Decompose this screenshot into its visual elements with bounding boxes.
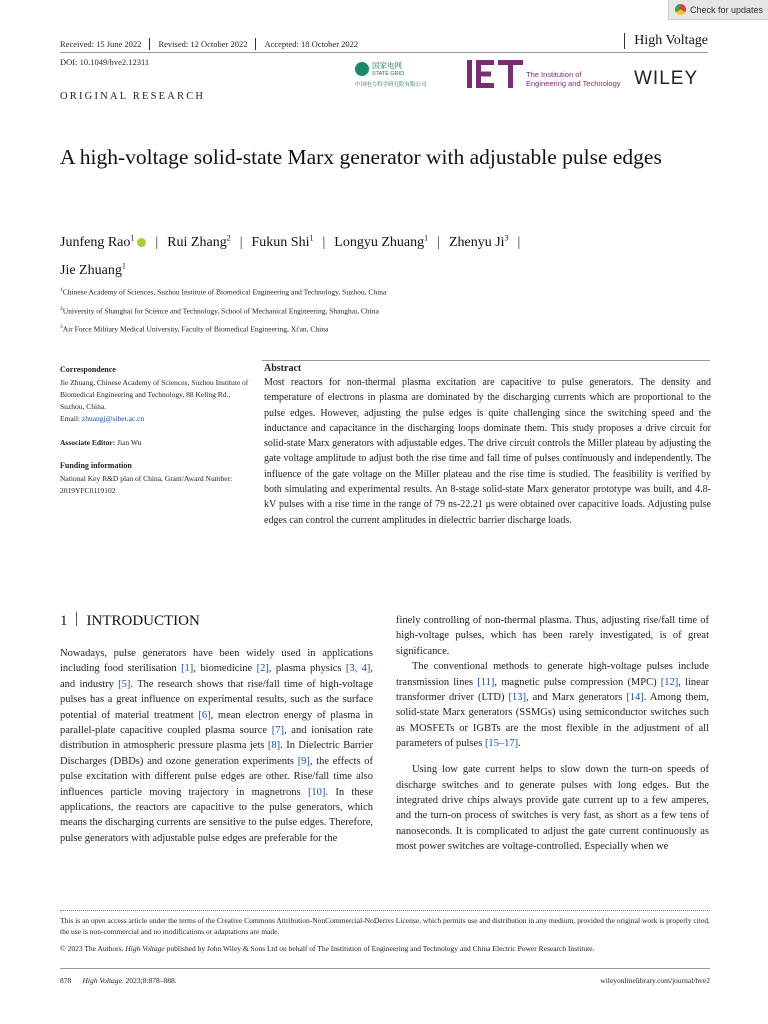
section-number: 1 [60,613,68,629]
paragraph: Using low gate current helps to slow down the turn-on speeds of discharge switches and to generate pulses with long edges. But the integrated drive chips always provide gate current up to a few amperes, and the turn-on process of switches is very fast, as short as a few tens of nanoseconds. It is complicated to adjust the gate current continuously as most power switches are voltage-controlled. Especially when we [396,764,709,853]
section-title: INTRODUCTION [86,613,200,629]
paragraph: finely controlling of non-thermal plasma. Thus, adjusting rise/fall time of high-voltage pulses, which has been rarely investigated, is of great significance. [396,615,709,657]
funding-text: National Key R&D plan of China, Grant/Award Number: 2019YFC0119102 [60,474,233,495]
abstract-divider [262,360,710,361]
copyright-journal: High Voltage [125,944,165,953]
page-number: 878 [60,976,72,985]
citation-link[interactable]: [1] [181,663,194,675]
author-list [60,226,710,283]
abstract [264,363,711,528]
author[interactable]: Rui Zhang$^2$ [167,233,231,250]
paragraph: Nowadays, pulse generators have been widely used in applications including food sterilisation [1], biomedicine [2], plasma physics [3, 4], and industry [5]. The research shows that rise/fall time of high-voltage pulses has a great influence on experimental results, such as the surface potential of material treatment [6], mean electron energy of plasma in parallel-plate capacitive coupled plasma source [7], and ionisation rate distribution in atmospheric pressure plasma jets [8]. In Dielectric Barrier Discharges (DBDs) and ozone generation experiments [9], the effects of pulse excitation with different pulse edges are other. Rise/fall time also influences particle moving trajectory in magnetrons [10]. In these applications, the reactors are capacitive to the pulse generators, which means the discharging currents are sensitive to the pulse edges. Therefore, pulse generators with adjustable pulse edges are preferable for the [60,648,374,844]
citation-link[interactable]: [5] [118,678,131,690]
citation-link[interactable]: [6] [198,709,211,721]
body-column-right [396,613,709,865]
correspondence-body [60,377,250,425]
citation-link[interactable]: [11] [477,676,495,688]
doi[interactable]: DOI: 10.1049/hve2.12311 [60,57,150,67]
paragraph: The conventional methods to generate high-voltage pulses include transmission lines [11], magnetic pulse compression (MPC) [12], linear transformer driver (LTD) [13], and Marx generators [14]. Among them, solid-state Marx generators (SSMGs) using semiconductor switches such as MOSFETs or IGBTs are the most flexible in the adjustment of all parameters of pulses [15–17]. [396,661,709,750]
citation-link[interactable]: [12] [660,676,679,688]
author-affiliation-marker: 1 [309,233,314,242]
state-grid-en: STATE GRID [372,71,405,77]
article-type-label: ORIGINAL RESEARCH [60,91,206,102]
citation-link[interactable]: [9] [297,755,310,767]
copyright-post: published by John Wiley & Sons Ltd on behalf of The Institution of Engineering and Technology and China Electric Power Research Institute. [166,944,595,953]
citation-link[interactable]: [15–17] [484,738,519,750]
check-for-updates-label: Check for updates [690,4,764,15]
iet-name [526,70,621,88]
journal-header [624,33,708,49]
associate-editor [60,437,250,449]
author-affiliation-marker: 2 [226,233,231,242]
citation-link[interactable]: [3, 4] [345,663,371,675]
author-affiliation-marker: 1 [121,261,126,271]
affiliation: $^2$University of Shanghai for Science and Technology, School of Mechanical Engineering, Shanghai, China [60,305,379,315]
author[interactable]: Jie Zhuang$^1$ [60,261,126,279]
author-separator: | [322,234,326,250]
correspondence-heading: Correspondence [60,365,116,374]
journal-url[interactable]: wileyonlinelibrary.com/journal/hve2 [600,976,710,985]
author[interactable]: Longyu Zhuang$^1$ [334,233,429,250]
page-footer [60,976,710,985]
article-title: A high-voltage solid-state Marx generator with adjustable pulse edges [60,145,662,169]
iet-logo [467,60,523,88]
revised-date: Revised: 12 October 2022 [158,39,248,49]
footer-left [60,976,177,985]
accepted-date: Accepted: 18 October 2022 [264,39,359,49]
affiliations [60,286,710,342]
iet-name-line2: Engineering and Technology [526,79,621,88]
citation-link[interactable]: [10] [307,786,326,798]
footer-journal: High Voltage. [82,976,124,985]
journal-name: High Voltage [634,33,708,48]
email-label: Email: [60,414,80,423]
abstract-text: Most reactors for non-thermal plasma excitation are capacitive to pulse generators. The density and temperature of electrons in plasma are dominated by the discharging currents which are proportional to the pulse edges. However, adjusting the pulse edges is quite challenging since the switching speed and the inductance and capacitance in the discharging loops dominate them. This study proposes a drive circuit for solid-state Marx generators with adjustable edges. The drive circuit controls the Miller plateau by adjusting the gate voltage amplitude to adjust both the rise time and fall time of pulses continuously and independently. The influence of the gate voltage on the Miller plateau and the rise time is studied. The feasibility is verified by both simulating and experimental results. An 8-stage solid-state Marx generator prototype was built, and 4.8-kV pulses with a rise time in the range of 79 ns-22.21 μs were obtained over capacitive loads. Adjusting pulse edges can control the current amplitudes in dielectric barrier discharge loads. [264,377,711,526]
associate-editor-heading: Associate Editor: [60,438,116,447]
check-for-updates-button[interactable] [668,0,768,20]
received-date: Received: 15 June 2022 [60,39,142,49]
body-column-left [60,646,373,846]
author-separator: | [155,234,159,250]
state-grid-emblem-icon [355,62,369,76]
author-affiliation-marker: 1 [130,233,135,242]
footer-citation: 2023;8:878–888. [125,976,177,985]
copyright-pre: © 2023 The Authors. [60,944,124,953]
copyright-notice [60,943,710,954]
citation-link[interactable]: [7] [271,725,284,737]
author-affiliation-marker: 3 [504,233,509,242]
footnote-divider [60,910,710,911]
citation-link[interactable]: [13] [508,692,527,704]
author-separator: | [437,234,440,250]
email-link[interactable]: zhuangj@sibet.ac.cn [81,414,145,423]
author-separator: | [517,234,521,250]
author-affiliation-marker: 1 [424,233,429,242]
citation-link[interactable]: [2] [256,663,269,675]
citation-link[interactable]: [14] [626,692,644,704]
correspondence-text: Jie Zhuang, Chinese Academy of Sciences, Suzhou Institute of Biomedical Engineering and Technology, 88 Keling Rd., Suzhou, China. [60,378,249,411]
footer-divider [60,968,710,969]
affiliation: $^3$Air Force Military Medical University, Faculty of Biomedical Engineering, Xi'an, China [60,324,329,334]
license-notice: This is an open access article under the terms of the Creative Commons Attribution-NonCommercial-NoDerivs License, which permits use and distribution in any medium, provided the original work is properly cited, the use is non-commercial and no modifications or adaptations are made. [60,916,710,936]
author[interactable]: Zhenyu Ji$^3$ [448,233,509,250]
iet-name-line1: The Institution of [526,70,582,79]
author[interactable]: Junfeng Rao$^1$ [60,233,135,250]
article-dates [60,38,358,50]
author[interactable]: Fukun Shi$^1$ [251,233,314,250]
author-separator: | [239,234,243,250]
section-heading-introduction [60,612,200,630]
affiliation: $^1$Chinese Academy of Sciences, Suzhou Institute of Biomedical Engineering and Technology, Suzhou, China [60,287,387,297]
cepri-name: 中国电力科学研究院有限公司 [355,82,427,88]
state-grid-cn: 国家电网 [372,61,402,70]
article-info-sidebar [60,365,250,509]
state-grid-logo [355,60,465,90]
crossmark-icon [675,4,686,15]
funding-heading: Funding information [60,461,132,470]
wiley-logo: WILEY [634,68,699,89]
abstract-heading: Abstract [264,363,302,374]
associate-editor-name: Jian Wu [117,438,142,447]
header-divider [60,52,708,53]
citation-link[interactable]: [8] [267,740,281,752]
